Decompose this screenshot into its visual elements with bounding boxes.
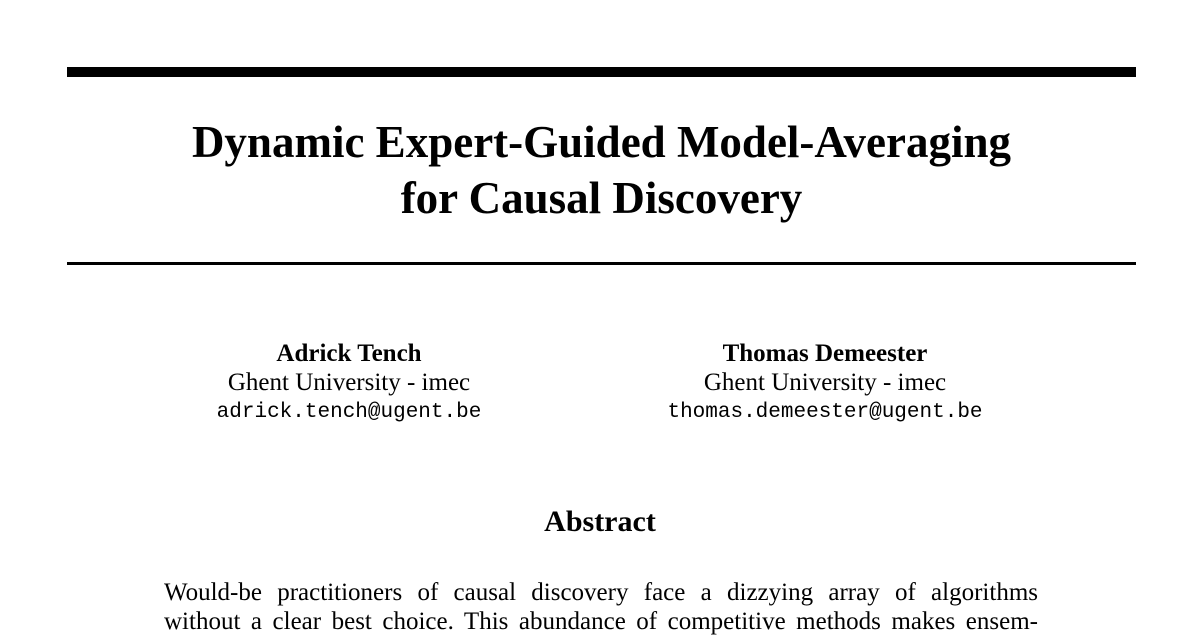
author-affiliation: Ghent University - imec xyxy=(227,369,471,396)
author-email: adrick.tench@ugent.be xyxy=(216,401,482,424)
author-name: Adrick Tench xyxy=(276,340,422,367)
abstract-line: without a clear best choice. This abundance of competitive methods makes ensem- xyxy=(164,608,1038,635)
author-name: Thomas Demeester xyxy=(722,340,928,367)
abstract-heading: Abstract xyxy=(544,505,656,538)
paper-title-line-2: for Causal Discovery xyxy=(400,173,803,223)
title-bottom-rule xyxy=(67,262,1136,265)
abstract-body xyxy=(164,578,1038,636)
author-email: thomas.demeester@ugent.be xyxy=(667,401,983,424)
author-block-2 xyxy=(615,339,1035,428)
author-affiliation: Ghent University - imec xyxy=(703,369,947,396)
paper-title-line-1: Dynamic Expert-Guided Model-Averaging xyxy=(191,117,1012,167)
abstract-line: Would-be practitioners of causal discovery face a dizzying array of algorithms xyxy=(164,579,1038,606)
paper-title xyxy=(67,114,1136,226)
top-rule xyxy=(67,67,1136,77)
author-block-1 xyxy=(139,339,559,428)
